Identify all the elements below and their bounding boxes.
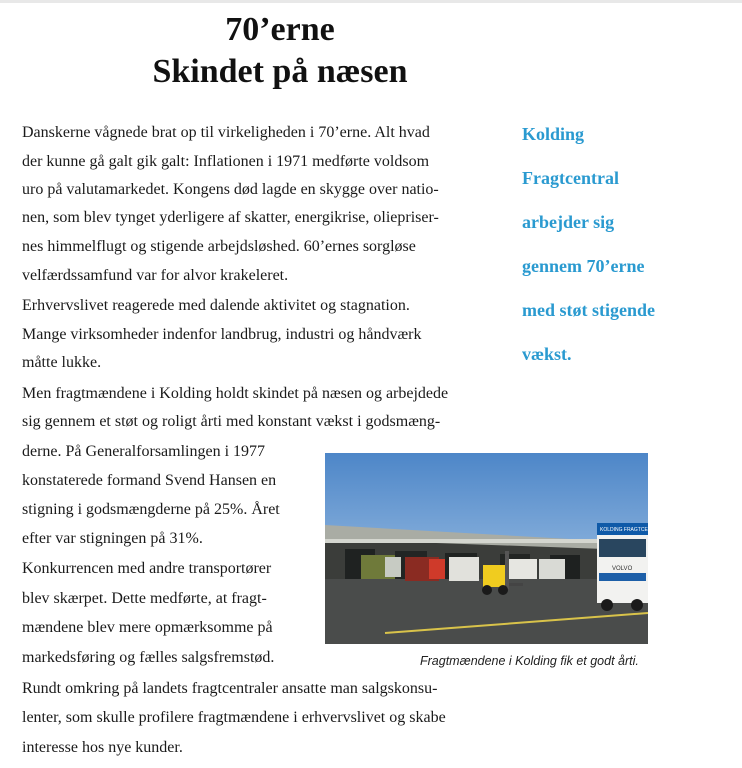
body-line: lenter, som skulle profilere fragtmændene i erhvervslivet og skabe bbox=[22, 709, 446, 726]
body-line: nes himmelflugt og stigende arbejdsløshed. 60’ernes sorgløse bbox=[22, 238, 416, 255]
body-line: nen, som blev tynget yderligere af skatter, energikrise, oliepriser- bbox=[22, 209, 439, 226]
body-line: Men fragtmændene i Kolding holdt skindet på næsen og arbejdede bbox=[22, 385, 449, 402]
body-line: uro på valutamarkedet. Kongens død lagde en skygge over natio- bbox=[22, 181, 439, 198]
page-subtitle: Skindet på næsen bbox=[152, 53, 408, 90]
body-line: efter var stigningen på 31%. bbox=[22, 530, 203, 547]
body-line: derne. På Generalforsamlingen i 1977 bbox=[22, 443, 266, 460]
photo-freight-terminal bbox=[325, 453, 665, 644]
body-line: velfærdssamfund var for alvor krakeleret. bbox=[22, 267, 289, 284]
body-line: Konkurrencen med andre transportører bbox=[22, 560, 272, 577]
body-line: stigning i godsmængderne på 25%. Året bbox=[22, 501, 280, 518]
page-title: 70’erne bbox=[225, 11, 335, 48]
body-line: mændene blev mere opmærksomme på bbox=[22, 619, 273, 636]
body-line: blev skærpet. Dette medførte, at fragt- bbox=[22, 590, 267, 607]
body-line: interesse hos nye kunder. bbox=[22, 739, 183, 756]
truck-sign-text: KOLDING FRAGTCENTRAL bbox=[600, 527, 665, 533]
truck-grille-text: VOLVO bbox=[612, 566, 633, 572]
body-line: Mange virksomheder indenfor landbrug, industri og håndværk bbox=[22, 326, 422, 343]
sidebar-quote-line: gennem 70’erne bbox=[522, 256, 645, 276]
body-line: Danskerne vågnede brat op til virkeligheden i 70’erne. Alt hvad bbox=[22, 124, 430, 141]
page-top-edge bbox=[0, 0, 742, 3]
body-line: Rundt omkring på landets fragtcentraler ansatte man salgskonsu- bbox=[22, 680, 438, 697]
sidebar-quote-line: arbejder sig bbox=[522, 212, 615, 232]
body-line: konstaterede formand Svend Hansen en bbox=[22, 472, 277, 489]
sidebar-quote-line: Kolding bbox=[522, 124, 585, 144]
body-line: måtte lukke. bbox=[22, 354, 102, 371]
body-line: der kunne gå galt gik galt: Inflationen i 1971 medførte voldsom bbox=[22, 153, 430, 170]
body-line: Erhvervslivet reagerede med dalende aktivitet og stagnation. bbox=[22, 297, 410, 314]
sidebar-quote-line: vækst. bbox=[522, 344, 572, 364]
photo-caption: Fragtmændene i Kolding fik et godt årti. bbox=[420, 654, 639, 668]
sidebar-quote-line: Fragtcentral bbox=[522, 168, 619, 188]
body-line: sig gennem et støt og roligt årti med konstant vækst i godsmæng- bbox=[22, 413, 441, 430]
body-line: markedsføring og fælles salgsfremstød. bbox=[22, 649, 275, 666]
sidebar-quote-line: med støt stigende bbox=[522, 300, 655, 320]
